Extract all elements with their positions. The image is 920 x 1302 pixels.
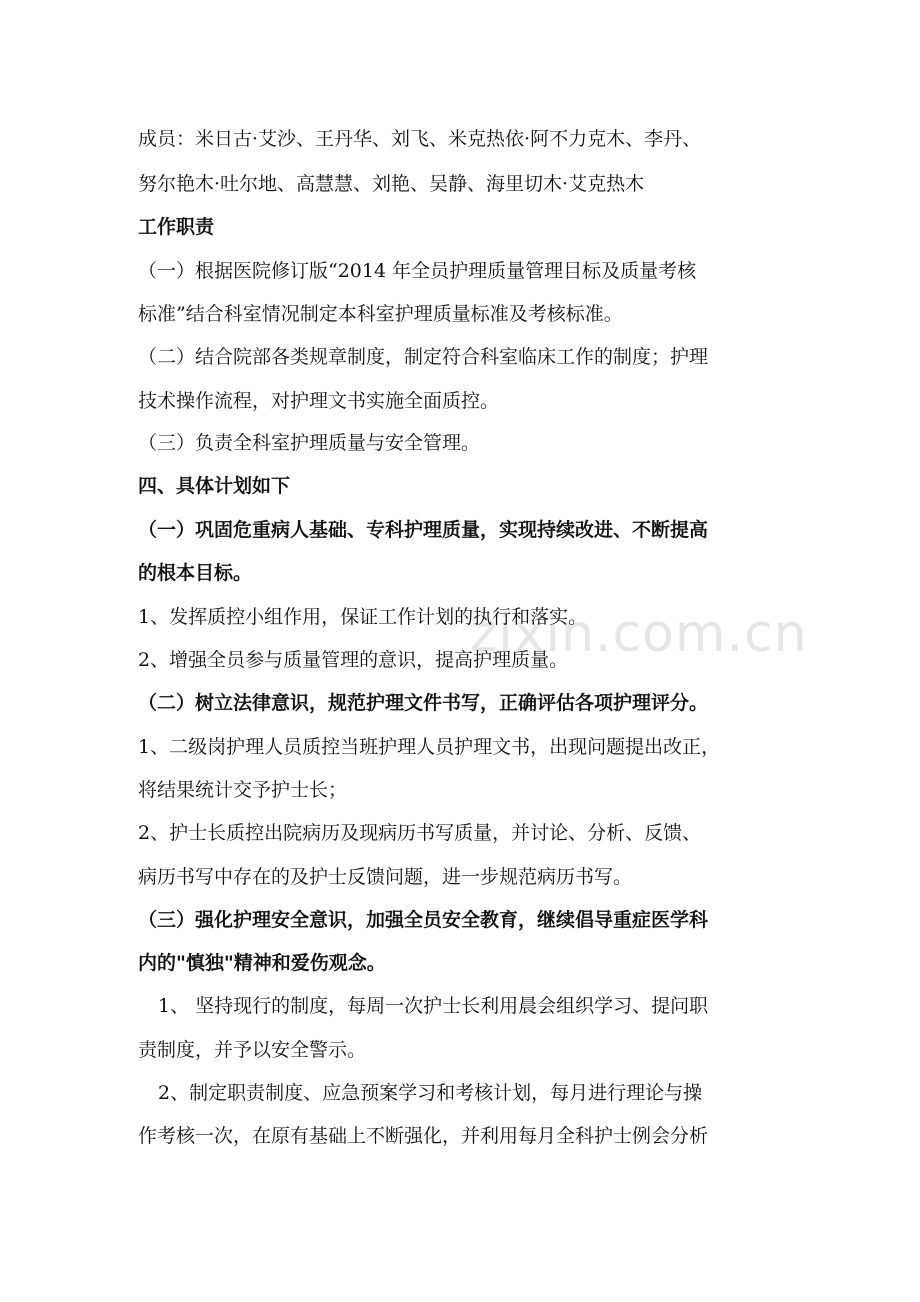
plan-2-item-1-line-1: 1、二级岗护理人员质控当班护理人员护理文书，出现问题提出改正， — [138, 736, 721, 758]
duty-1-line-1: （一）根据医院修订版“2014 年全员护理质量管理目标及质量考核 — [138, 260, 697, 282]
duties-heading: 工作职责 — [138, 216, 215, 238]
plan-1-item-1: 1、发挥质控小组作用，保证工作计划的执行和落实。 — [138, 606, 588, 628]
plan-3-heading-line-2: 内的"慎独"精神和爱伤观念。 — [138, 952, 386, 974]
members-line-2: 努尔艳木·吐尔地、高慧慧、刘艳、吴静、海里切木·艾克热木 — [138, 173, 645, 195]
plan-1-heading-line-2: 的根本目标。 — [138, 562, 253, 584]
duty-1-line-2: 标准”结合科室情况制定本科室护理质量标准及考核标准。 — [138, 303, 623, 325]
plan-2-item-1-line-2: 将结果统计交予护士长； — [138, 779, 348, 801]
duty-3-line-1: （三）负责全科室护理质量与安全管理。 — [138, 432, 481, 454]
plan-1-item-2: 2、增强全员参与质量管理的意识，提高护理质量。 — [138, 649, 569, 671]
duty-2-line-1: （二）结合院部各类规章制度，制定符合科室临床工作的制度；护理 — [138, 346, 709, 368]
plan-2-heading: （二）树立法律意识，规范护理文件书写，正确评估各项护理评分。 — [138, 692, 709, 714]
plan-heading: 四、具体计划如下 — [138, 475, 291, 497]
plan-2-item-2-line-2: 病历书写中存在的及护士反馈问题，进一步规范病历书写。 — [138, 866, 633, 888]
plan-2-item-2-line-1: 2、护士长质控出院病历及现病历书写质量，并讨论、分析、反馈、 — [138, 822, 702, 844]
plan-3-item-1-line-2: 责制度，并予以安全警示。 — [138, 1039, 367, 1061]
plan-3-item-1-line-1: 1、 坚持现行的制度，每周一次护士长利用晨会组织学习、提问职 — [158, 995, 709, 1017]
plan-3-item-2-line-1: 2、制定职责制度、应急预案学习和考核计划，每月进行理论与操 — [158, 1082, 703, 1104]
plan-3-heading-line-1: （三）强化护理安全意识，加强全员安全教育，继续倡导重症医学科 — [138, 909, 709, 931]
plan-1-heading-line-1: （一）巩固危重病人基础、专科护理质量，实现持续改进、不断提高 — [138, 519, 709, 541]
duty-2-line-2: 技术操作流程，对护理文书实施全面质控。 — [138, 390, 500, 412]
members-line-1: 成员：米日古·艾沙、王丹华、刘飞、米克热依·阿不力克木、李丹、 — [138, 128, 702, 150]
watermark-text: zixin.com.cn — [470, 604, 808, 664]
plan-3-item-2-line-2: 作考核一次，在原有基础上不断强化，并利用每月全科护士例会分析 — [138, 1125, 709, 1147]
